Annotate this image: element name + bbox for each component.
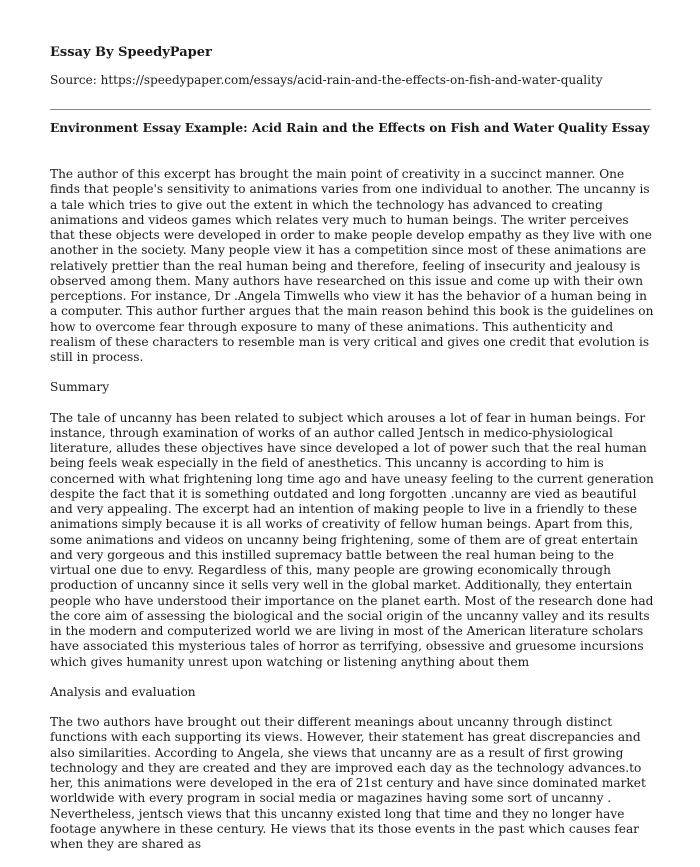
essay-heading: Environment Essay Example: Acid Rain and the Effects on Fish and Water Quality Essay <box>50 121 650 135</box>
section-heading-analysis: Analysis and evaluation <box>50 684 196 699</box>
source-line: Source: https://speedypaper.com/essays/acid-rain-and-the-effects-on-fish-and-water-quality <box>50 73 603 87</box>
section-heading-summary: Summary <box>50 380 110 395</box>
paragraph-analysis: The two authors have brought out their different meanings about uncanny through distinct functions with each supporting its views. However, their statement has great discrepancies and also similarities. According to Angela, she views that uncanny are as a result of first growing technology and they are created and they are improved each day as the technology advances.to her, this animations were developed in the era of 21st century and have since dominated market worldwide with every program in social media or magazines having some sort of uncanny . Nevertheless, jentsch views that this uncanny existed long that time and they no longer have footage anywhere in these century. He views that its those events in the past which causes fear when they are shared as <box>50 715 646 851</box>
paragraph-summary: The tale of uncanny has been related to subject which arouses a lot of fear in human beings. For instance, through examination of works of an author called Jentsch in medico-physiological literature, alludes these objectives have since developed a lot of power such that the real human being feels weak especially in the field of anesthetics. This uncanny is according to him is concerned with what frightening long time ago and have uneasy feeling to the current generation despite the fact that it is something outdated and long forgotten .uncanny are vied as beautiful and very appealing. The excerpt had an intention of making people to live in a friendly to these animations simply because it is all works of creativity of fellow human beings. Apart from this, some animations and videos on uncanny being frightening, some of them are of great entertain and very gorgeous and this instilled supremacy battle between the real human being to the virtual one due to envy. Regardless of this, many people are growing economically through production of uncanny since it sells very well in the global market. Additionally, they entertain people who have understood their importance on the planet earth. Most of the research done had the core aim of assessing the biological and the social origin of the uncanny valley and its results in the modern and computerized world we are living in most of the American literature scholars have associated this mysterious tales of horror as terrifying, obsessive and gruesome incursions which gives humanity unrest upon watching or listening anything about them <box>50 410 654 669</box>
paragraph-intro: The author of this excerpt has brought the main point of creativity in a succinct manner. One finds that people's sensitivity to animations varies from one individual to another. The uncanny is a tale which tries to give out the extent in which the technology has advanced to creating animations and videos games which relates very much to human beings. The writer perceives that these objects were developed in order to make people develop empathy as they live with one another in the society. Many people view it has a competition since most of these animations are relatively prettier than the real human being and therefore, feeling of insecurity and jealousy is observed among them. Many authors have researched on this issue and come up with their own perceptions. For instance, Dr .Angela Timwells who view it has the behavior of a human being in a computer. This author further argues that the main reason behind this book is the guidelines on how to overcome fear through exposure to many of these animations. This authenticity and realism of these characters to resemble man is very critical and gives one credit that evolution is still in process. <box>50 167 654 364</box>
header-divider <box>50 109 651 110</box>
essay-body <box>50 167 654 867</box>
document-title: Essay By SpeedyPaper <box>50 45 212 60</box>
